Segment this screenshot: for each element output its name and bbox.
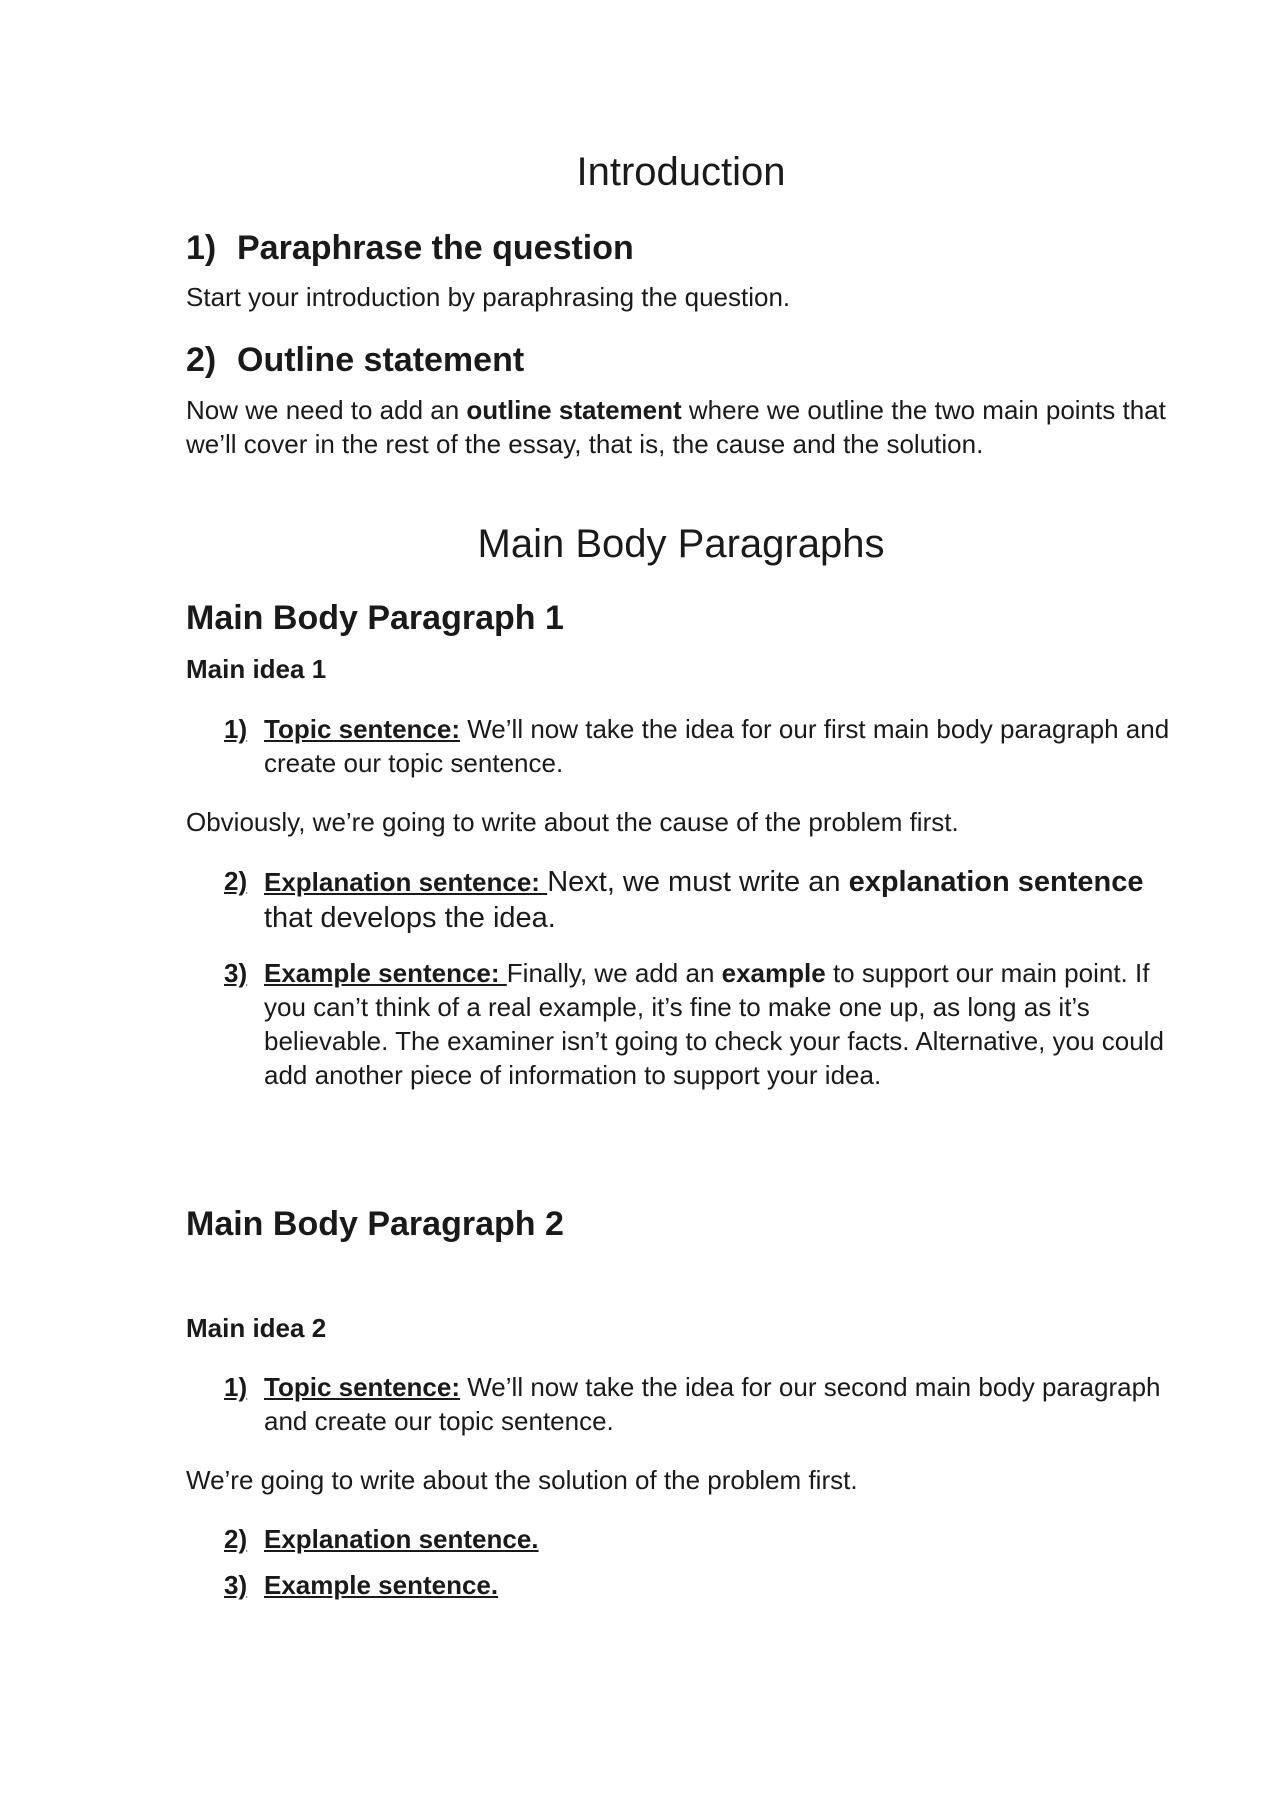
body-title: Main Body Paragraphs bbox=[477, 522, 885, 566]
outline-text-block bbox=[186, 393, 1176, 461]
example-sentence-label: Example sentence: bbox=[264, 958, 507, 988]
intro-section bbox=[186, 148, 1176, 196]
para2-note-block bbox=[186, 1463, 1176, 1497]
outline-text-bold: outline statement bbox=[466, 395, 682, 425]
paraphrase-text-block bbox=[186, 280, 1176, 314]
explanation-text-before: Next, we must write an bbox=[547, 866, 849, 898]
para1-note: Obviously, we’re going to write about the cause of the problem first. bbox=[186, 807, 959, 837]
list-marker: 3) bbox=[224, 958, 248, 988]
body-section bbox=[186, 520, 1176, 568]
outline-text bbox=[186, 393, 1176, 461]
para2-topic-sentence bbox=[186, 1370, 1176, 1438]
para1-item3 bbox=[186, 956, 1176, 1092]
para2-note: We’re going to write about the solution of the problem first. bbox=[186, 1465, 858, 1495]
list-marker: 1) bbox=[224, 714, 248, 744]
list-marker: 2) bbox=[224, 866, 248, 896]
para2-item1 bbox=[186, 1370, 1176, 1438]
para1-note-block bbox=[186, 805, 1176, 839]
para1-idea-block bbox=[186, 653, 1176, 687]
explanation-text-bold: explanation sentence bbox=[848, 866, 1144, 898]
list-marker: 2) bbox=[224, 1524, 248, 1554]
paraphrase-number: 1) bbox=[186, 229, 217, 267]
para1-explanation-sentence bbox=[186, 864, 1176, 936]
para2-item2 bbox=[186, 1522, 1176, 1556]
para1-idea: Main idea 1 bbox=[186, 654, 327, 684]
para1-heading-block bbox=[186, 598, 1176, 639]
intro-title: Introduction bbox=[576, 150, 786, 194]
para2-heading-block bbox=[186, 1204, 1176, 1245]
outline-heading-block bbox=[186, 340, 1176, 381]
outline-text-before: Now we need to add an bbox=[186, 395, 467, 425]
list-marker: 1) bbox=[224, 1372, 248, 1402]
example-text-after: to support our main point. If you can’t think of a real example, it’s fine to make one up, as long as it’s believable. The examiner isn’t going to check your facts. Alternative, you could add another piece of information to support your idea. bbox=[264, 958, 1164, 1090]
explanation-text-after: that develops the idea. bbox=[264, 902, 556, 934]
para2-idea-block bbox=[186, 1312, 1176, 1346]
topic-sentence-label: Topic sentence: bbox=[264, 714, 461, 744]
para2-idea: Main idea 2 bbox=[186, 1313, 327, 1343]
paraphrase-heading-text: Paraphrase the question bbox=[237, 229, 634, 267]
topic-sentence-text: We’ll now take the idea for our first main body paragraph and create our topic sentence. bbox=[264, 714, 1170, 778]
outline-text-after: where we outline the two main points that we’ll cover in the rest of the essay, that is, the cause and the solution. bbox=[186, 395, 1166, 459]
para2-explanation-sentence bbox=[186, 1522, 1176, 1556]
outline-heading-text: Outline statement bbox=[237, 341, 525, 379]
paraphrase-text: Start your introduction by paraphrasing the question. bbox=[186, 282, 791, 312]
example-text-bold: example bbox=[721, 958, 826, 988]
outline-heading bbox=[186, 340, 1176, 381]
para1-item1 bbox=[186, 712, 1176, 780]
paraphrase-heading bbox=[186, 228, 1176, 269]
para1-heading: Main Body Paragraph 1 bbox=[186, 599, 564, 637]
outline-number: 2) bbox=[186, 341, 217, 379]
para2-example-sentence bbox=[186, 1568, 1176, 1602]
para1-item2 bbox=[186, 864, 1176, 936]
explanation-sentence-label: Explanation sentence: bbox=[264, 867, 548, 897]
para2-item3 bbox=[186, 1568, 1176, 1602]
para1-topic-sentence bbox=[186, 712, 1176, 780]
example-text-before: Finally, we add an bbox=[506, 958, 722, 988]
example-sentence-label: Example sentence. bbox=[264, 1570, 499, 1600]
explanation-sentence-label: Explanation sentence. bbox=[264, 1524, 539, 1554]
para1-example-sentence bbox=[186, 956, 1176, 1092]
para2-heading: Main Body Paragraph 2 bbox=[186, 1205, 564, 1243]
paraphrase-heading-block bbox=[186, 228, 1176, 269]
list-marker: 3) bbox=[224, 1570, 248, 1600]
topic-sentence-text: We’ll now take the idea for our second main body paragraph and create our topic sentence. bbox=[264, 1372, 1161, 1436]
topic-sentence-label: Topic sentence: bbox=[264, 1372, 461, 1402]
